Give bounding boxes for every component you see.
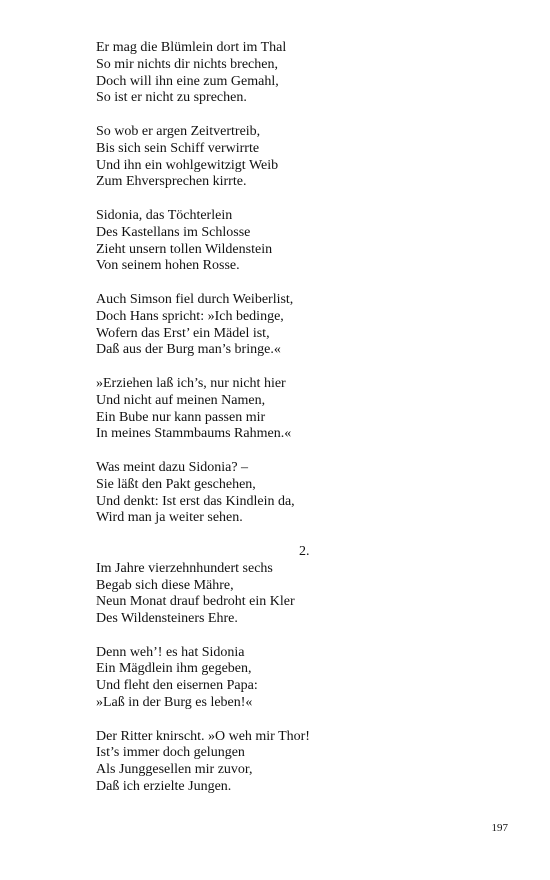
verse-line: Er mag die Blümlein dort im Thal: [96, 40, 287, 55]
verse-line: Begab sich diese Mähre,: [96, 577, 234, 593]
verse-line: So mir nichts dir nichts brechen,: [96, 56, 278, 72]
verse-line: So ist er nicht zu sprechen.: [96, 90, 247, 106]
verse-line: Neun Monat drauf bedroht ein Kler: [96, 594, 295, 610]
verse-line: Der Ritter knirscht. »O weh mir Thor!: [96, 728, 310, 744]
page-number: 197: [491, 822, 508, 834]
verse-line: Ein Mägdlein ihm gegeben,: [96, 661, 252, 677]
verse-line: Als Junggesellen mir zuvor,: [96, 762, 253, 778]
verse-line: Ist’s immer doch gelungen: [96, 745, 245, 761]
verse-line: Und denkt: Ist erst das Kindlein da,: [96, 493, 295, 509]
stanza-5: [96, 376, 476, 443]
verse-line: »Erziehen laß ich’s, nur nicht hier: [96, 375, 286, 391]
verse-line: Sie läßt den Pakt geschehen,: [96, 476, 256, 492]
verse-line: Wofern das Erst’ ein Mädel ist,: [96, 325, 270, 341]
stanza-4: [96, 292, 476, 359]
stanza-7: [96, 561, 476, 628]
verse-line: Des Wildensteiners Ehre.: [96, 611, 238, 627]
verse-line: Auch Simson fiel durch Weiberlist,: [96, 291, 294, 307]
verse-line: Im Jahre vierzehnhundert sechs: [96, 560, 273, 576]
stanza-6: [96, 460, 476, 527]
verse-line: Doch will ihn eine zum Gemahl,: [96, 73, 279, 89]
verse-line: Zum Ehversprechen kirrte.: [96, 174, 247, 190]
verse-line: Daß ich erzielte Jungen.: [96, 779, 232, 795]
verse-line: Ein Bube nur kann passen mir: [96, 409, 266, 425]
verse-line: Zieht unsern tollen Wildenstein: [96, 241, 273, 257]
verse-line: Und fleht den eisernen Papa:: [96, 678, 258, 694]
verse-line: Wird man ja weiter sehen.: [96, 510, 243, 526]
verse-line: Bis sich sein Schiff verwirrte: [96, 140, 260, 156]
stanza-3: [96, 208, 476, 275]
verse-line: So wob er argen Zeitvertreib,: [96, 123, 261, 139]
verse-line: Denn weh’! es hat Sidonia: [96, 644, 245, 660]
verse-line: Was meint dazu Sidonia? –: [96, 459, 249, 475]
stanza-2: [96, 124, 476, 191]
verse-line: Und ihn ein wohlgewitzigt Weib: [96, 157, 279, 173]
verse-line: Daß aus der Burg man’s bringe.«: [96, 342, 281, 358]
verse-line: Und nicht auf meinen Namen,: [96, 392, 266, 408]
verse-line: In meines Stammbaums Rahmen.«: [96, 426, 292, 442]
verse-line: Von seinem hohen Rosse.: [96, 258, 240, 274]
stanza-1: [96, 40, 476, 107]
verse-line: Des Kastellans im Schlosse: [96, 224, 251, 240]
stanza-8: [96, 645, 476, 712]
verse-line: Doch Hans spricht: »Ich bedinge,: [96, 308, 284, 324]
stanza-9: [96, 729, 476, 796]
poem-text: [96, 40, 476, 813]
section-number: 2.: [299, 543, 310, 559]
verse-line: Sidonia, das Töchterlein: [96, 207, 233, 223]
verse-line: »Laß in der Burg es leben!«: [96, 695, 253, 711]
